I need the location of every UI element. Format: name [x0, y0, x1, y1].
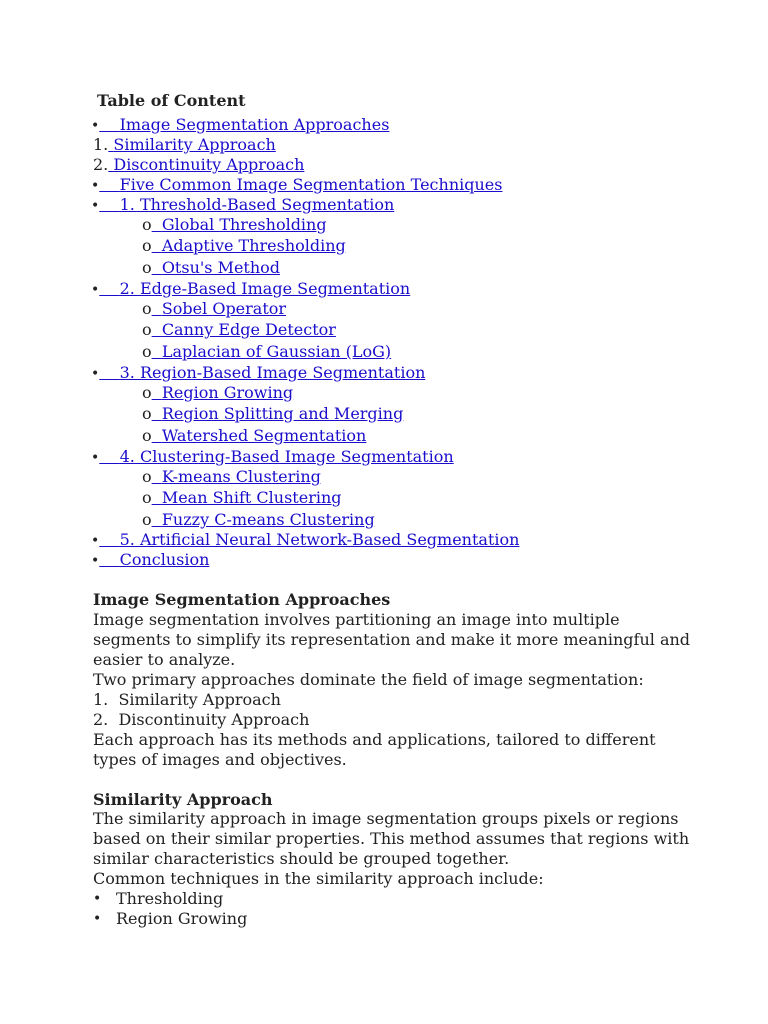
toc-link[interactable]: 4. Clustering-Based Image Segmentation — [119, 447, 454, 466]
sub-bullet-marker: o — [142, 236, 152, 255]
bullet-marker: • — [91, 178, 100, 194]
toc-link-spacer[interactable] — [99, 175, 119, 194]
sub-bullet-marker: o — [142, 467, 152, 486]
toc-link[interactable]: Watershed Segmentation — [161, 426, 367, 445]
toc-item — [142, 510, 375, 530]
paragraph-line: Common techniques in the similarity approach include: — [93, 869, 544, 888]
toc-link-spacer[interactable] — [99, 279, 119, 298]
toc-title: Table of Content — [97, 91, 246, 110]
toc-item — [91, 279, 410, 300]
bullet-marker: • — [91, 553, 100, 569]
toc-item — [91, 195, 394, 216]
toc-link[interactable]: Five Common Image Segmentation Techniques — [119, 175, 503, 194]
toc-link-spacer[interactable] — [99, 363, 119, 382]
toc-link-spacer[interactable] — [99, 115, 119, 134]
sub-bullet-marker: o — [142, 215, 152, 234]
toc-link-spacer[interactable] — [152, 510, 162, 529]
sub-bullet-marker: o — [142, 510, 152, 529]
bullet-marker: • — [91, 282, 100, 298]
toc-item — [142, 258, 280, 278]
toc-link-spacer[interactable] — [152, 404, 162, 423]
toc-item — [91, 175, 502, 196]
paragraph-line: types of images and objectives. — [93, 750, 347, 769]
paragraph-line: The similarity approach in image segmentation groups pixels or regions — [93, 809, 679, 828]
bullet-marker: • — [91, 366, 100, 382]
toc-link-spacer[interactable] — [152, 320, 162, 339]
list-item-text: Discontinuity Approach — [118, 710, 310, 729]
toc-link[interactable]: Global Thresholding — [161, 215, 327, 234]
toc-link-spacer[interactable] — [99, 530, 119, 549]
sub-bullet-marker: o — [142, 426, 152, 445]
list-item-text: Similarity Approach — [118, 690, 281, 709]
toc-link[interactable]: Region Growing — [161, 383, 294, 402]
bullet-marker: • — [91, 118, 100, 134]
toc-item — [142, 215, 327, 235]
toc-item — [91, 363, 425, 384]
toc-number: 1. — [93, 135, 109, 154]
toc-number: 2. — [93, 155, 109, 174]
toc-link-spacer[interactable] — [152, 215, 162, 234]
toc-link[interactable]: Adaptive Thresholding — [161, 236, 346, 255]
sub-bullet-marker: o — [142, 404, 152, 423]
paragraph-line: Two primary approaches dominate the field of image segmentation: — [93, 670, 644, 689]
numbered-list-item — [93, 690, 281, 710]
toc-link-spacer[interactable] — [99, 195, 119, 214]
paragraph-line: Each approach has its methods and applications, tailored to different — [93, 730, 656, 749]
bullet-item-thresholding: Thresholding — [116, 889, 224, 908]
toc-link-spacer[interactable] — [152, 299, 162, 318]
toc-item — [142, 299, 286, 319]
list-marker: 1. — [93, 690, 109, 709]
toc-link-spacer[interactable] — [152, 426, 162, 445]
toc-link[interactable]: K-means Clustering — [161, 467, 321, 486]
toc-link-spacer[interactable] — [152, 342, 162, 361]
toc-link[interactable]: Canny Edge Detector — [161, 320, 336, 339]
bullet-marker: • — [91, 198, 100, 214]
toc-link[interactable]: Fuzzy C-means Clustering — [161, 510, 375, 529]
sub-bullet-marker: o — [142, 488, 152, 507]
bullet-marker: • — [91, 533, 100, 549]
bullet-marker: • — [93, 911, 102, 927]
toc-link-spacer[interactable] — [152, 383, 162, 402]
sub-bullet-marker: o — [142, 320, 152, 339]
toc-link[interactable]: 3. Region-Based Image Segmentation — [119, 363, 426, 382]
toc-link[interactable]: Image Segmentation Approaches — [119, 115, 390, 134]
sub-bullet-marker: o — [142, 258, 152, 277]
bullet-item-region-growing: Region Growing — [116, 909, 248, 928]
toc-item — [142, 383, 293, 403]
toc-item — [142, 426, 366, 446]
section-heading-image-segmentation-approaches: Image Segmentation Approaches — [93, 590, 391, 609]
sub-bullet-marker: o — [142, 383, 152, 402]
toc-link-spacer[interactable] — [152, 467, 162, 486]
paragraph-line: easier to analyze. — [93, 650, 236, 669]
toc-link[interactable]: 5. Artificial Neural Network-Based Segmentation — [119, 530, 520, 549]
toc-item — [142, 404, 403, 424]
sub-bullet-marker: o — [142, 342, 152, 361]
toc-item — [91, 530, 519, 551]
toc-item — [93, 155, 304, 175]
toc-link[interactable]: Laplacian of Gaussian (LoG) — [161, 342, 392, 361]
toc-link-spacer[interactable] — [152, 236, 162, 255]
toc-link-spacer[interactable] — [152, 258, 162, 277]
toc-link[interactable]: Region Splitting and Merging — [161, 404, 404, 423]
section-heading-similarity-approach: Similarity Approach — [93, 790, 273, 809]
toc-item — [142, 488, 342, 508]
paragraph-line: based on their similar properties. This method assumes that regions with — [93, 829, 690, 848]
toc-item — [91, 550, 209, 571]
toc-link-spacer[interactable] — [152, 488, 162, 507]
toc-link[interactable]: Similarity Approach — [113, 135, 276, 154]
list-marker: 2. — [93, 710, 109, 729]
toc-link[interactable]: 1. Threshold-Based Segmentation — [119, 195, 395, 214]
toc-item — [142, 467, 321, 487]
toc-item — [93, 135, 276, 155]
toc-link[interactable]: Mean Shift Clustering — [161, 488, 342, 507]
paragraph-line: similar characteristics should be grouped together. — [93, 849, 510, 868]
toc-item — [142, 236, 346, 256]
toc-item — [91, 447, 454, 468]
numbered-list-item — [93, 710, 309, 730]
bullet-marker: • — [91, 450, 100, 466]
paragraph-line: segments to simplify its representation and make it more meaningful and — [93, 630, 691, 649]
sub-bullet-marker: o — [142, 299, 152, 318]
toc-link[interactable]: Conclusion — [119, 550, 210, 569]
toc-item — [142, 320, 336, 340]
bullet-marker: • — [93, 891, 102, 907]
toc-item — [142, 342, 391, 362]
toc-link[interactable]: Otsu's Method — [161, 258, 281, 277]
toc-link[interactable]: 2. Edge-Based Image Segmentation — [119, 279, 411, 298]
toc-link[interactable]: Sobel Operator — [161, 299, 287, 318]
toc-link-spacer[interactable] — [99, 550, 119, 569]
toc-link-spacer[interactable] — [99, 447, 119, 466]
toc-link[interactable]: Discontinuity Approach — [113, 155, 305, 174]
paragraph-line: Image segmentation involves partitioning an image into multiple — [93, 610, 620, 629]
toc-item — [91, 115, 389, 136]
